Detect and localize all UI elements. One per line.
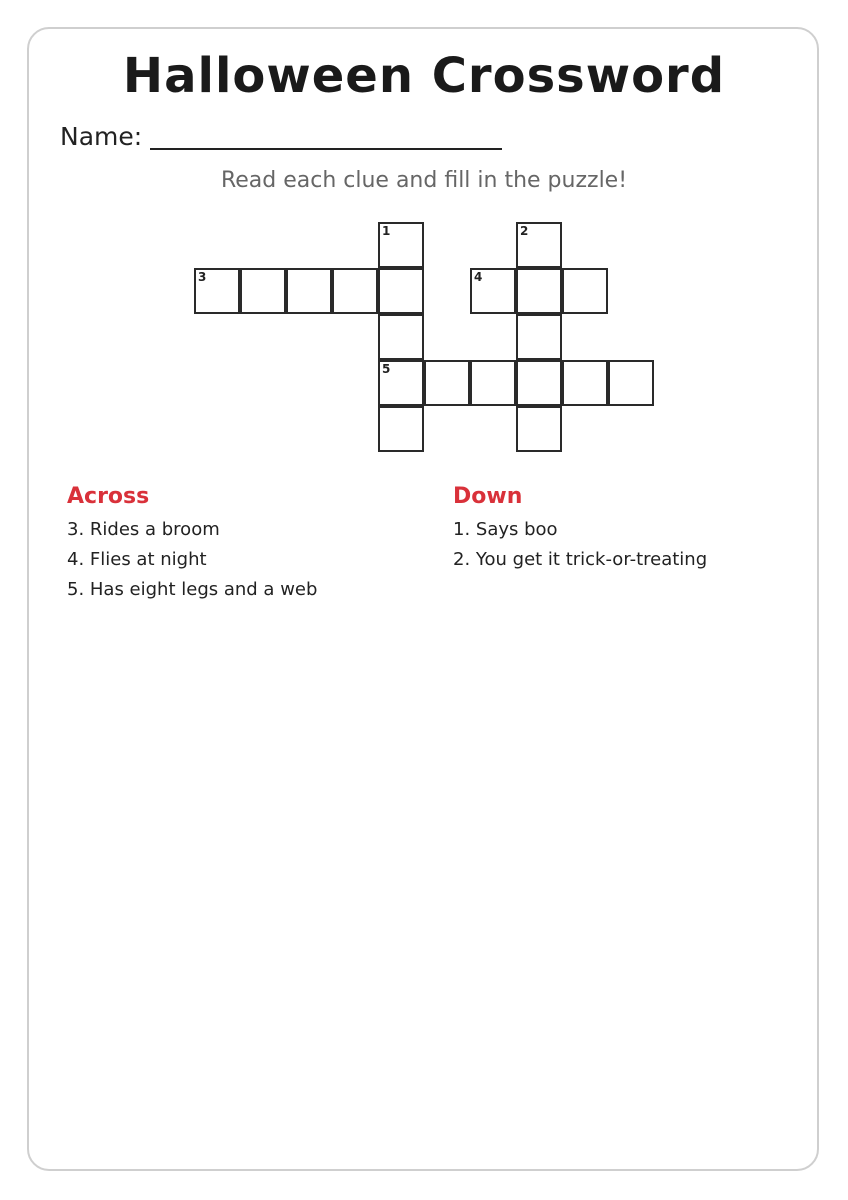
grid-cell[interactable]	[378, 222, 424, 268]
grid-cell[interactable]	[562, 268, 608, 314]
grid-cell[interactable]	[194, 268, 240, 314]
page-title: Halloween Crossword	[122, 48, 726, 104]
instructions: Read each clue and fill in the puzzle!	[220, 168, 628, 193]
across-clue: 3. Rides a broom	[67, 519, 220, 540]
grid-cell[interactable]	[516, 406, 562, 452]
grid-cell[interactable]	[332, 268, 378, 314]
clue-number: 3	[198, 270, 207, 284]
grid-cell[interactable]	[470, 268, 516, 314]
grid-cell[interactable]	[608, 360, 654, 406]
grid-cell[interactable]	[286, 268, 332, 314]
across-clue: 5. Has eight legs and a web	[67, 579, 318, 600]
clue-number: 4	[474, 270, 483, 284]
across-clue: 4. Flies at night	[67, 549, 207, 570]
grid-cell[interactable]	[516, 268, 562, 314]
grid-cell[interactable]	[378, 406, 424, 452]
down-clue: 2. You get it trick-or-treating	[453, 549, 708, 570]
name-label: Name:	[60, 122, 143, 151]
grid-cell[interactable]	[470, 360, 516, 406]
grid-cell[interactable]	[378, 314, 424, 360]
down-clue: 1. Says boo	[453, 519, 558, 540]
grid-cell[interactable]	[378, 268, 424, 314]
clue-number: 1	[382, 224, 391, 238]
down-heading: Down	[453, 484, 523, 509]
clue-number: 5	[382, 362, 391, 376]
grid-cell[interactable]	[562, 360, 608, 406]
grid-cell[interactable]	[516, 360, 562, 406]
clue-number: 2	[520, 224, 529, 238]
grid-cell[interactable]	[424, 360, 470, 406]
across-heading: Across	[67, 484, 150, 509]
grid-cell[interactable]	[240, 268, 286, 314]
grid-cell[interactable]	[378, 360, 424, 406]
crossword-grid	[0, 0, 848, 470]
grid-cell[interactable]	[516, 222, 562, 268]
grid-cell[interactable]	[516, 314, 562, 360]
